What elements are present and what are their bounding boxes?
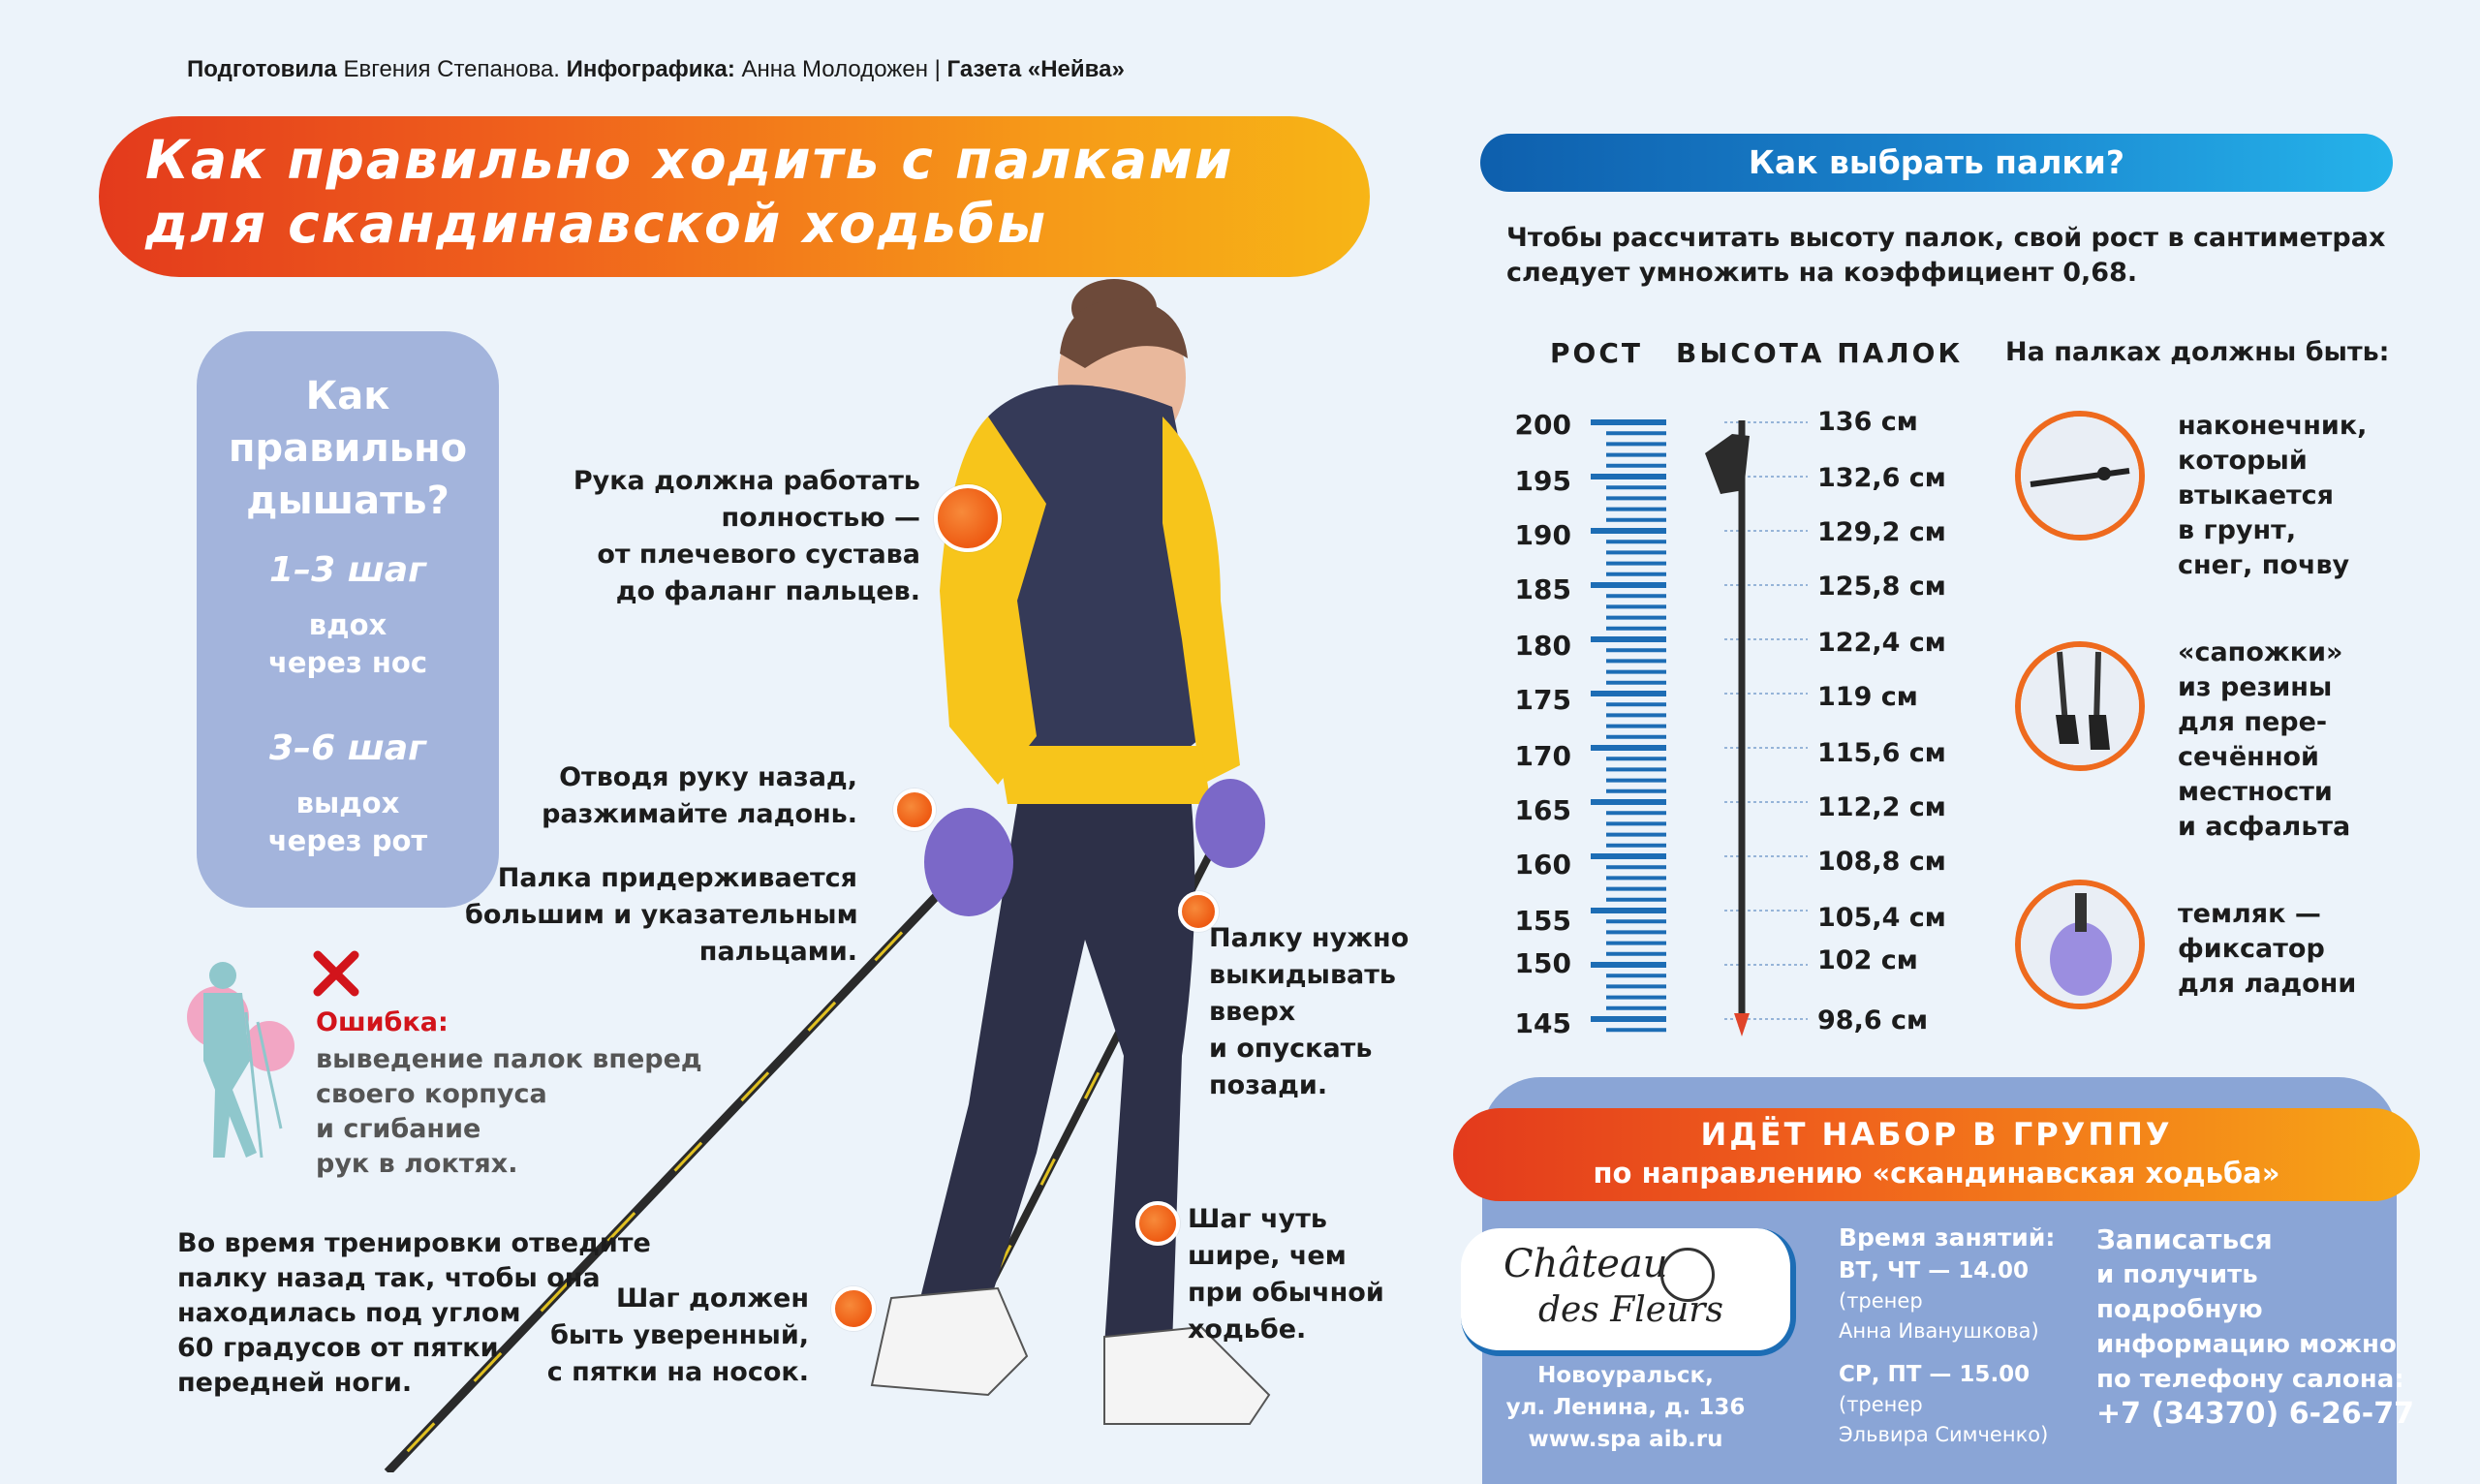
boots-feature-line: «сапожки» <box>2178 637 2343 667</box>
phone-number[interactable]: +7 (34370) 6-26-77 <box>2096 1397 2414 1431</box>
address-line: Новоуральск, <box>1537 1363 1714 1388</box>
prepared-name: Евгения Степанова. <box>343 56 560 82</box>
must-have-heading: На палках должны быть: <box>2005 337 2390 367</box>
height-label: 165 <box>1514 794 1571 826</box>
recruit-line-1: ИДЁТ НАБОР В ГРУППУ <box>1700 1116 2173 1153</box>
prepared-label: Подготовила <box>187 56 337 82</box>
boots-feature-line: из резины <box>2178 672 2333 702</box>
height-label: 190 <box>1514 519 1571 551</box>
note-pole-throw <box>1209 920 1409 1104</box>
height-label: 195 <box>1514 465 1571 497</box>
pole-grip <box>1705 434 1750 494</box>
note-pole-throw-line: позади. <box>1209 1070 1328 1100</box>
schedule-trainer: (тренер <box>1839 1289 1923 1313</box>
rubber-boots-icon <box>2021 647 2139 765</box>
exhale-action-2: через рот <box>267 824 428 857</box>
height-label: 160 <box>1514 849 1571 881</box>
schedule-trainer: Анна Иванушкова) <box>1839 1319 2039 1343</box>
height-label: 175 <box>1514 684 1571 716</box>
height-label: 145 <box>1514 1007 1571 1039</box>
title-line-1: Как правильно ходить с палками <box>145 129 1234 191</box>
strap-feature-text <box>2178 897 2356 1002</box>
signup-line: и получить <box>2096 1260 2258 1289</box>
tip-feature-line: втыкается <box>2178 480 2334 510</box>
mistake-body-line: рук в локтях. <box>316 1149 518 1179</box>
strap-feature-line: темляк — <box>2178 899 2321 929</box>
pole-tip-icon <box>2021 417 2139 535</box>
pole-length-label: 98,6 см <box>1817 1005 1929 1036</box>
height-label: 200 <box>1514 409 1571 441</box>
note-arm-line: Рука должна работать <box>573 466 920 496</box>
pole-length-label: 125,8 см <box>1817 572 1946 602</box>
schedule-line: СР, ПТ — 15.00 <box>1839 1362 2030 1387</box>
tip-feature-line: наконечник, <box>2178 411 2368 441</box>
mistake-body <box>316 1042 702 1182</box>
schedule-trainer: Эльвира Симченко) <box>1839 1423 2049 1446</box>
note-arm-line: полностью — <box>721 503 920 533</box>
note-training-line: 60 градусов от пятки <box>177 1333 499 1363</box>
height-label: 185 <box>1514 573 1571 605</box>
logo-text-2: des Fleurs <box>1538 1290 1723 1330</box>
boots-feature-line: и асфальта <box>2178 812 2351 842</box>
note-pole-throw-line: вверх <box>1209 997 1296 1027</box>
choose-poles-heading: Как выбрать палки? <box>1480 134 2393 192</box>
height-label: 155 <box>1514 905 1571 937</box>
mistake-body-line: своего корпуса <box>316 1079 547 1109</box>
note-hand-back-line: разжимайте ладонь. <box>542 799 857 829</box>
breathing-heading-3: дышать? <box>246 479 450 523</box>
note-training-line: палку назад так, чтобы она <box>177 1263 601 1293</box>
note-step-wide-line: ходьбе. <box>1188 1314 1307 1345</box>
note-training-line: передней ноги. <box>177 1368 413 1398</box>
note-arm-line: до фаланг пальцев. <box>615 576 920 606</box>
signup-line: информацию можно <box>2096 1330 2397 1359</box>
chateau-des-fleurs-logo <box>1461 1228 1796 1356</box>
pole-length-label: 105,4 см <box>1817 903 1946 933</box>
pole-length-label: 115,6 см <box>1817 738 1946 768</box>
pole-length-label: 129,2 см <box>1817 517 1946 547</box>
tip-feature-line: в грунт, <box>2178 515 2297 545</box>
note-step-confident-line: Шаг должен <box>615 1283 809 1314</box>
breathing-heading-2: правильно <box>228 426 468 471</box>
recruit-line-2: по направлению «скандинавская ходьба» <box>1593 1157 2280 1190</box>
signup-line: по телефону салона: <box>2096 1365 2404 1394</box>
choose-intro-line: Чтобы рассчитать высоту палок, свой рост в сантиметрах <box>1506 223 2386 253</box>
note-pole-throw-line: Палку нужно <box>1209 923 1410 953</box>
note-step-wide-line: при обычной <box>1188 1278 1384 1308</box>
note-step-confident-line: с пятки на носок. <box>546 1357 809 1387</box>
infographic-label: Инфографика: <box>566 56 735 82</box>
mistake-figure-illustration <box>165 954 300 1167</box>
choose-intro-line: следует умножить на коэффициент 0,68. <box>1506 258 2138 288</box>
error-cross-icon <box>312 949 360 998</box>
strap-feature-ring <box>2015 880 2145 1009</box>
credits-line <box>187 56 1125 83</box>
signup-line: Записаться <box>2096 1223 2273 1255</box>
note-hand-back-line: Отводя руку назад, <box>559 762 857 792</box>
marker-dot <box>831 1286 876 1331</box>
boots-feature-line: для пере- <box>2178 707 2328 737</box>
tip-feature-line: снег, почву <box>2178 550 2350 580</box>
breathing-heading-1: Как <box>305 374 390 418</box>
pole-tip <box>1734 1013 1750 1036</box>
newspaper-name: Газета «Нейва» <box>946 56 1125 82</box>
pole-length-label: 119 см <box>1817 682 1918 712</box>
website-link[interactable]: www.spa aib.ru <box>1528 1427 1723 1452</box>
infographic-name: Анна Молодожен | <box>741 56 941 82</box>
title-line-2: для скандинавской ходьбы <box>145 193 1048 255</box>
exhale-action-1: выдох <box>295 787 400 819</box>
marker-dot <box>934 484 1002 552</box>
note-pole-throw-line: и опускать <box>1209 1034 1373 1064</box>
note-pole-hold-line: большим и указательным <box>465 900 858 930</box>
recruit-banner <box>1453 1108 2420 1201</box>
logo-text-1: Château <box>1504 1242 1668 1286</box>
height-label: 170 <box>1514 740 1571 772</box>
note-pole-hold <box>465 860 857 971</box>
height-label: 180 <box>1514 630 1571 662</box>
mistake-body-line: выведение палок вперед <box>316 1044 702 1074</box>
schedule <box>1839 1222 2055 1450</box>
address-line: ул. Ленина, д. 136 <box>1505 1395 1746 1420</box>
note-step-confident-line: быть уверенный, <box>550 1320 809 1350</box>
note-arm <box>542 463 920 610</box>
note-training-line: находилась под углом <box>177 1298 521 1328</box>
pole-length-label: 112,2 см <box>1817 792 1946 822</box>
note-arm-line: от плечевого сустава <box>597 540 920 570</box>
marker-dot <box>1135 1201 1180 1246</box>
schedule-trainer: (тренер <box>1839 1393 1923 1416</box>
boots-feature-line: сечённой <box>2178 742 2319 772</box>
tip-feature-ring <box>2015 411 2145 541</box>
note-step-wide-line: Шаг чуть <box>1188 1204 1327 1234</box>
choose-poles-intro <box>1506 221 2385 291</box>
boots-feature-ring <box>2015 641 2145 771</box>
boots-feature-line: местности <box>2178 777 2333 807</box>
note-training <box>177 1226 651 1401</box>
inhale-action-1: вдох <box>308 608 388 641</box>
tip-feature-line: который <box>2178 446 2308 476</box>
schedule-line: ВТ, ЧТ — 14.00 <box>1839 1258 2030 1283</box>
schedule-heading: Время занятий: <box>1839 1223 2056 1252</box>
signup-info <box>2096 1222 2414 1432</box>
inhale-step: 1–3 шаг <box>269 550 426 590</box>
signup-line: подробную <box>2096 1295 2263 1324</box>
note-step-wide <box>1188 1201 1384 1348</box>
column-height-label: РОСТ <box>1550 337 1643 369</box>
pole-length-label: 122,4 см <box>1817 628 1946 658</box>
rose-icon <box>1660 1248 1715 1302</box>
salon-address <box>1461 1360 1790 1456</box>
marker-dot <box>893 788 936 831</box>
pole-length-label: 136 см <box>1817 407 1918 437</box>
exhale-step: 3–6 шаг <box>269 728 426 768</box>
tip-feature-text <box>2178 409 2367 583</box>
strap-feature-line: для ладони <box>2178 969 2357 999</box>
height-label: 150 <box>1514 947 1571 979</box>
pole-length-label: 132,6 см <box>1817 463 1946 493</box>
mistake-title: Ошибка: <box>316 1007 449 1037</box>
glove-strap-icon <box>2021 885 2139 1004</box>
note-training-line: Во время тренировки отведите <box>177 1228 651 1258</box>
note-hand-back <box>523 759 857 833</box>
note-step-wide-line: шире, чем <box>1188 1241 1347 1271</box>
mistake-body-line: и сгибание <box>316 1114 481 1144</box>
strap-feature-line: фиксатор <box>2178 934 2325 964</box>
note-pole-throw-line: выкидывать <box>1209 960 1396 990</box>
pole-length-label: 102 см <box>1817 945 1918 975</box>
pole-length-label: 108,8 см <box>1817 847 1946 877</box>
column-pole-label: ВЫСОТА ПАЛОК <box>1676 337 1964 369</box>
note-pole-hold-line: Палка придерживается <box>497 863 857 893</box>
boots-feature-text <box>2178 635 2350 845</box>
inhale-action-2: через нос <box>267 646 428 679</box>
note-pole-hold-line: пальцами. <box>698 937 857 967</box>
height-ruler <box>1579 407 1812 1046</box>
